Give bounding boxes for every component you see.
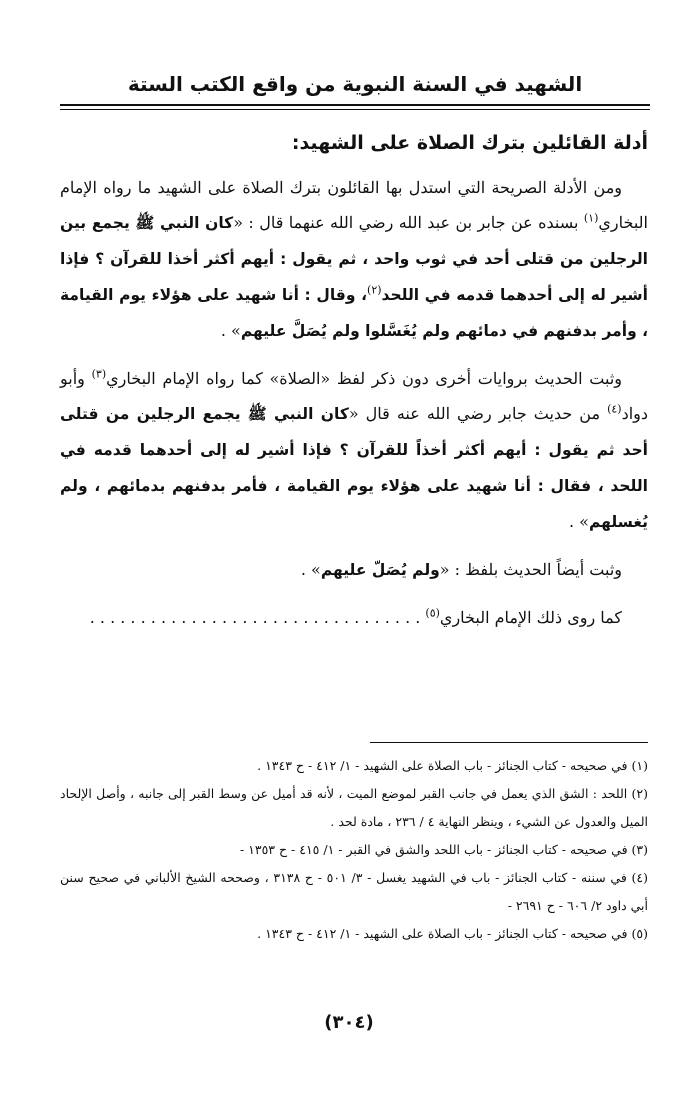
hadith-quote-1b: ، وقال : أنا شهيد على هؤلاء يوم القيامة ، وأمر بدفنهم في دمائهم ولم يُغَسَّلوا ولم يُصَلَّ عليهم bbox=[60, 286, 648, 340]
paragraph-wording bbox=[60, 552, 648, 588]
hadith-quote-2: كان النبي ﷺ يجمع الرجلين من قتلى أحد ثم يقول : أيهم أكثر أخذاً للقرآن ؟ فإذا أشير له إلى أحدهما قدمه في اللحد ، فقال : أنا شهيد على هؤلاء يوم القيامة ، فأمر بدفنهم بدمائهم ، ولم يُغسلهم bbox=[60, 405, 648, 531]
paragraph-bukhari-narration bbox=[60, 170, 648, 349]
paragraph-bukhari-ref bbox=[60, 600, 648, 635]
footnote-divider bbox=[370, 742, 648, 743]
footnote-5: (٥) في صحيحه - كتاب الجنائز - باب الصلاة على الشهيد - ١/ ٤١٢ - ح ١٣٤٣ . bbox=[257, 926, 648, 941]
footnote-4: (٤) في سننه - كتاب الجنائز - باب في الشهيد يغسل - ٣/ ٥٠١ - ح ٣١٣٨ ، وصححه الشيخ الألباني في صحيح سنن أبي داود ٢/ ٦٠٦ - ح ٢٦٩١ - bbox=[60, 870, 648, 913]
paragraph1-text-1: ومن الأدلة الصريحة التي استدل بها القائلون بترك الصلاة على الشهيد ما رواه الإمام البخاري bbox=[60, 178, 648, 232]
paragraph1-text-2: بسنده عن جابر بن عبد الله رضي الله عنهما قال : « bbox=[233, 213, 584, 232]
footnote-ref-3: (٣) bbox=[91, 367, 107, 381]
running-header-title-rest: في السنة النبوية من واقع الكتب الستة bbox=[127, 72, 515, 96]
footnote-3: (٣) في صحيحه - كتاب الجنائز - باب اللحد والشق في القبر - ١/ ٤١٥ - ح ١٣٥٣ - bbox=[239, 842, 648, 857]
section-heading: أدلة القائلين بترك الصلاة على الشهيد: bbox=[291, 132, 648, 154]
paragraph1-text-3: » . bbox=[220, 321, 241, 340]
hadith-quote-3: ولم يُصَلّ عليهم bbox=[320, 561, 440, 579]
header-divider bbox=[60, 104, 650, 110]
running-header-title-bold: الشهيد bbox=[514, 72, 583, 96]
page-number: (٣٠٤) bbox=[324, 1012, 374, 1033]
footnote-1: (١) في صحيحه - كتاب الجنائز - باب الصلاة على الشهيد - ١/ ٤١٢ - ح ١٣٤٣ . bbox=[257, 758, 648, 773]
footnote-ref-5: (٥) bbox=[425, 606, 440, 620]
paragraph4-text-1: كما روى ذلك الإمام البخاري bbox=[439, 608, 622, 627]
footnote-ref-1: (١) bbox=[583, 211, 599, 225]
footnote-2: (٢) اللحد : الشق الذي يعمل في جانب القبر لموضع الميت ، لأنه قد أميل عن وسط القبر إلى جانبه ، وأصل الإلحاد الميل والعدول عن الشيء ، وينظر النهاية ٤ / ٢٣٦ ، مادة لحد . bbox=[60, 786, 648, 829]
paragraph3-text-2: » . bbox=[300, 560, 321, 579]
paragraph2-text-3: من حديث جابر رضي الله عنه قال « bbox=[348, 404, 608, 423]
footnote-ref-2: (٢) bbox=[367, 283, 382, 297]
footnote-ref-4: (٤) bbox=[607, 402, 622, 416]
running-header bbox=[62, 70, 648, 98]
paragraph2-text-2: وأبو دواد bbox=[60, 369, 648, 423]
paragraph2-text-4: » . bbox=[568, 512, 589, 531]
paragraph2-text-1: وثبت الحديث بروايات أخرى دون ذكر لفظ «الصلاة» كما رواه الإمام البخاري bbox=[106, 369, 622, 388]
paragraph-other-narrations bbox=[60, 361, 648, 540]
footnotes bbox=[60, 752, 648, 948]
continuation-dots: . . . . . . . . . . . . . . . . . . . . . . . . . . . . . . . . . bbox=[89, 608, 426, 627]
main-text bbox=[60, 128, 648, 635]
paragraph3-text-1: وثبت أيضاً الحديث بلفظ : « bbox=[439, 560, 622, 579]
hadith-quote-1a: كان النبي ﷺ يجمع بين الرجلين من قتلى أحد في ثوب واحد ، ثم يقول : أيهم أكثر أخذا للقرآن ؟ فإذا أشير له إلى أحدهما قدمه في اللحد bbox=[60, 214, 648, 304]
